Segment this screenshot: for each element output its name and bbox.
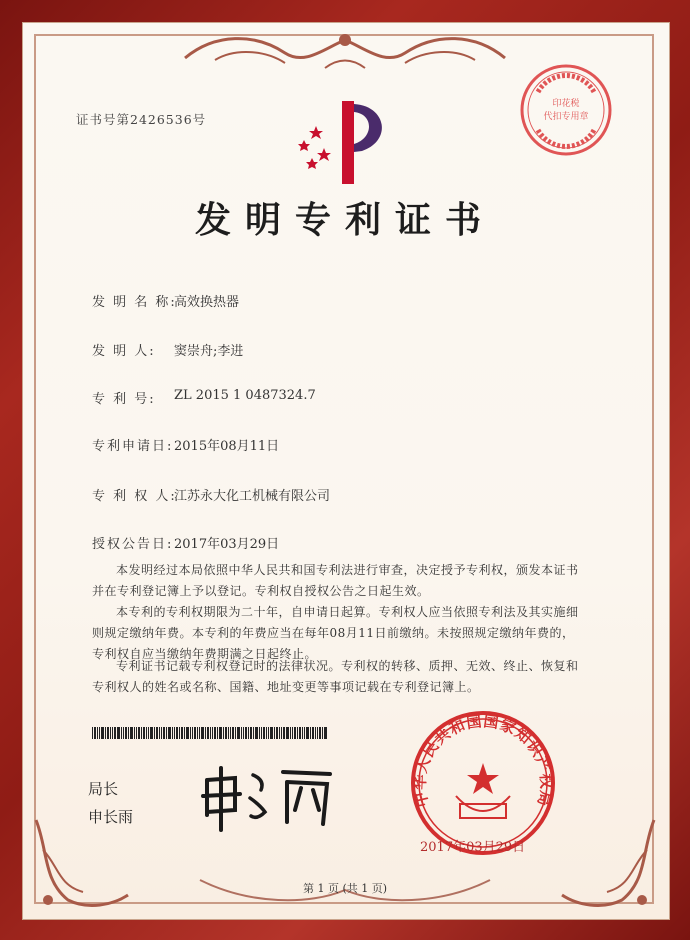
field-label-grant-date: 授权公告日: (92, 537, 174, 552)
barcode-bar (322, 727, 323, 739)
barcode-bar (128, 727, 129, 739)
barcode-bar (194, 727, 196, 739)
paragraph-legal-status: 专利证书记载专利权登记时的法律状况。专利权的转移、质押、无效、终止、恢复和专利权人的姓名或名称、国籍、地址变更等事项记载在专利登记簿上。 (92, 659, 579, 694)
barcode-bar (212, 727, 213, 739)
barcode-bar (174, 727, 175, 739)
barcode-bar (121, 727, 122, 739)
barcode-bar (276, 727, 278, 739)
barcode-bar (190, 727, 191, 739)
barcode-bar (99, 727, 100, 739)
paragraph-grant: 本发明经过本局依照中华人民共和国专利法进行审查，决定授予专利权，颁发本证书并在专利登记簿上予以登记。专利权自授权公告之日起生效。 (92, 563, 579, 598)
barcode-bar (166, 727, 167, 739)
barcode-bar (245, 727, 247, 739)
svg-text:印花税: 印花税 (552, 99, 580, 109)
barcode-bar (324, 727, 327, 739)
barcode-bar (201, 727, 204, 739)
barcode-bar (141, 727, 142, 739)
barcode-bar (219, 727, 222, 739)
director-name: 申长雨 (88, 808, 134, 826)
field-label-application-date: 专利申请日: (92, 439, 174, 454)
paragraph-term: 本专利的专利权期限为二十年，自申请日起算。专利权人应当依照专利法及其实施细则规定缴纳年费。本专利的年费应当在每年08月11日前缴纳。未按照规定缴纳年费的，专利权自应当缴纳年费期满之日起终止。 (92, 605, 579, 661)
barcode-bar (253, 727, 254, 739)
barcode-bar (168, 727, 171, 739)
barcode-bar (159, 727, 160, 739)
director-title: 局长 (88, 780, 119, 798)
barcode-bar (317, 727, 318, 739)
barcode-bar (290, 727, 291, 739)
barcode-bar (143, 727, 145, 739)
barcode-bar (154, 727, 155, 739)
barcode-bar (225, 727, 227, 739)
barcode-bar (192, 727, 193, 739)
barcode-bar (268, 727, 269, 739)
patent-office-logo (292, 96, 402, 188)
barcode-bar (105, 727, 106, 739)
barcode-bar (92, 727, 93, 739)
barcode-bar (101, 727, 104, 739)
barcode-bar (172, 727, 173, 739)
barcode-bar (241, 727, 242, 739)
barcode-bar (186, 727, 189, 739)
barcode-bar (263, 727, 265, 739)
barcode-bar (223, 727, 224, 739)
barcode-bar (299, 727, 301, 739)
barcode-bar (123, 727, 124, 739)
barcode-bar (217, 727, 218, 739)
certificate-title: 发明专利证书 (194, 199, 495, 241)
barcode-bar (283, 727, 285, 739)
barcode-bar (230, 727, 231, 739)
barcode-bar (130, 727, 133, 739)
seal-date: 2017年03月29日 (420, 840, 526, 855)
barcode-bar (117, 727, 120, 739)
barcode-bar (114, 727, 116, 739)
barcode (92, 727, 372, 739)
field-value-inventor: 窦崇舟;李进 (174, 344, 244, 359)
barcode-bar (197, 727, 198, 739)
field-label-inventor: 发 明 人: (92, 344, 156, 359)
barcode-bar (148, 727, 149, 739)
tax-stamp (518, 62, 614, 158)
field-value-application-date: 2015年08月11日 (174, 439, 280, 454)
barcode-bar (235, 727, 236, 739)
svg-text:代扣专用章: 代扣专用章 (543, 112, 589, 122)
barcode-bar (156, 727, 158, 739)
barcode-bar (181, 727, 183, 739)
barcode-bar (214, 727, 216, 739)
barcode-bar (110, 727, 111, 739)
barcode-bar (274, 727, 275, 739)
barcode-bar (134, 727, 135, 739)
barcode-bar (310, 727, 311, 739)
barcode-bar (279, 727, 280, 739)
barcode-bar (161, 727, 162, 739)
barcode-bar (228, 727, 229, 739)
barcode-bar (259, 727, 260, 739)
barcode-bar (112, 727, 113, 739)
barcode-bar (237, 727, 240, 739)
barcode-bar (297, 727, 298, 739)
barcode-bar (210, 727, 211, 739)
barcode-bar (243, 727, 244, 739)
barcode-bar (150, 727, 153, 739)
field-label-patent-number: 专 利 号: (92, 392, 156, 407)
top-ornament (175, 28, 515, 80)
barcode-bar (315, 727, 316, 739)
barcode-bar (107, 727, 109, 739)
barcode-bar (261, 727, 262, 739)
barcode-bar (294, 727, 296, 739)
barcode-bar (138, 727, 140, 739)
barcode-bar (94, 727, 96, 739)
barcode-bar (248, 727, 249, 739)
barcode-bar (136, 727, 137, 739)
barcode-bar (163, 727, 165, 739)
barcode-bar (146, 727, 147, 739)
field-label-invention-name: 发 明 名 称: (92, 295, 177, 310)
barcode-bar (207, 727, 209, 739)
barcode-bar (266, 727, 267, 739)
barcode-bar (304, 727, 305, 739)
barcode-bar (179, 727, 180, 739)
barcode-bar (292, 727, 293, 739)
barcode-bar (286, 727, 289, 739)
barcode-bar (281, 727, 282, 739)
field-value-grant-date: 2017年03月29日 (174, 537, 280, 552)
field-value-patent-number: ZL 2015 1 0487324.7 (174, 388, 316, 403)
barcode-bar (232, 727, 234, 739)
svg-text:中华人民共和国国家知识产权局: 中华人民共和国国家知识产权局 (410, 712, 556, 809)
barcode-bar (270, 727, 273, 739)
barcode-bar (302, 727, 303, 739)
barcode-bar (125, 727, 127, 739)
director-signature (195, 760, 340, 835)
barcode-bar (176, 727, 178, 739)
barcode-bar (199, 727, 200, 739)
barcode-bar (255, 727, 258, 739)
barcode-bar (319, 727, 321, 739)
field-value-invention-name: 高效换热器 (174, 295, 240, 310)
barcode-bar (97, 727, 98, 739)
page-info: 第 1 页 (共 1 页) (302, 882, 388, 895)
barcode-bar (312, 727, 314, 739)
barcode-bar (250, 727, 252, 739)
certificate-number: 证书号第2426536号 (76, 112, 207, 127)
barcode-bar (306, 727, 309, 739)
bottom-right-ornament (552, 810, 662, 915)
field-label-patentee: 专 利 权 人: (92, 489, 177, 504)
field-value-patentee: 江苏永大化工机械有限公司 (174, 489, 331, 504)
barcode-bar (205, 727, 206, 739)
barcode-bar (184, 727, 185, 739)
